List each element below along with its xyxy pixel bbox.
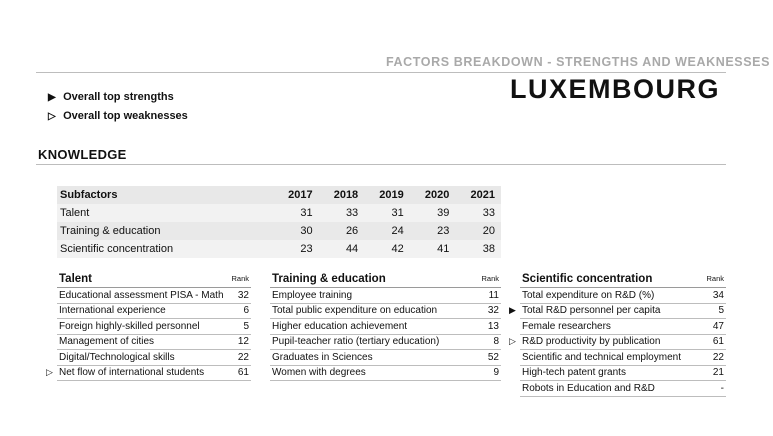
criterion-name: Educational assessment PISA - Math (57, 288, 229, 304)
section-title: KNOWLEDGE (38, 147, 127, 162)
criterion-rank: 5 (702, 303, 726, 319)
training-header-row (270, 270, 501, 288)
criterion-name: Management of cities (57, 334, 229, 350)
subfactor-value: 30 (273, 222, 319, 240)
training-title: Training & education (270, 270, 475, 288)
legend-weaknesses (48, 110, 188, 122)
criterion-name: Total public expenditure on education (270, 303, 475, 319)
banner-divider (36, 72, 726, 73)
scientific-header-row (520, 270, 726, 288)
subfactor-value: 41 (410, 240, 456, 258)
subfactor-value: 44 (319, 240, 365, 258)
weakness-marker-icon: ▷ (48, 111, 56, 122)
table-row (57, 240, 501, 258)
scientific-title: Scientific concentration (520, 270, 702, 288)
criterion-name: Foreign highly-skilled personnel (57, 319, 229, 335)
criterion-rank: 61 (229, 365, 251, 381)
table-row (57, 303, 251, 319)
legend-strengths (48, 91, 174, 103)
talent-header-row (57, 270, 251, 288)
subfactor-value: 23 (410, 222, 456, 240)
criterion-rank: 34 (702, 288, 726, 304)
subfactor-value: 26 (319, 222, 365, 240)
year-header: 2017 (273, 186, 319, 204)
criterion-rank: 8 (475, 334, 501, 350)
weakness-marker-icon: ▷ (509, 336, 516, 346)
talent-title: Talent (57, 270, 229, 288)
subfactor-value: 33 (319, 204, 365, 222)
table-row (57, 288, 251, 304)
scientific-table (520, 270, 726, 397)
table-row (57, 319, 251, 335)
criterion-name: Higher education achievement (270, 319, 475, 335)
weakness-marker-icon: ▷ (46, 367, 53, 377)
rank-header: Rank (702, 270, 726, 288)
rank-header: Rank (229, 270, 251, 288)
section-divider (36, 164, 726, 165)
table-row (270, 350, 501, 366)
subfactor-value: 23 (273, 240, 319, 258)
criterion-name: Net flow of international students (57, 365, 229, 381)
table-row (270, 288, 501, 304)
criterion-rank: 22 (702, 350, 726, 366)
criterion-name: Pupil-teacher ratio (tertiary education) (270, 334, 475, 350)
subfactor-value: 38 (455, 240, 501, 258)
table-row (57, 334, 251, 350)
subfactor-value: 33 (455, 204, 501, 222)
criterion-rank: 6 (229, 303, 251, 319)
table-row (520, 319, 726, 335)
strength-marker-icon: ▶ (509, 305, 516, 315)
criterion-name: Graduates in Sciences (270, 350, 475, 366)
criterion-name: Robots in Education and R&D (520, 381, 702, 397)
criterion-name: Scientific and technical employment (520, 350, 702, 366)
subfactor-name: Scientific concentration (57, 240, 273, 258)
table-row (270, 319, 501, 335)
criterion-name: Female researchers (520, 319, 702, 335)
criterion-name: Employee training (270, 288, 475, 304)
criterion-rank: 11 (475, 288, 501, 304)
subfactor-name: Talent (57, 204, 273, 222)
table-row (520, 350, 726, 366)
criterion-name: Total expenditure on R&D (%) (520, 288, 702, 304)
subfactor-value: 31 (364, 204, 410, 222)
criterion-rank: 13 (475, 319, 501, 335)
legend-weaknesses-label: Overall top weaknesses (63, 110, 188, 122)
criterion-rank: 52 (475, 350, 501, 366)
criterion-name: High-tech patent grants (520, 365, 702, 381)
criterion-rank: 61 (702, 334, 726, 350)
subfactors-header: Subfactors (57, 186, 273, 204)
legend-strengths-label: Overall top strengths (63, 91, 174, 103)
year-header: 2020 (410, 186, 456, 204)
subfactor-value: 39 (410, 204, 456, 222)
criterion-rank: 21 (702, 365, 726, 381)
table-row (520, 365, 726, 381)
criterion-rank: 12 (229, 334, 251, 350)
criterion-name: R&D productivity by publication (520, 334, 702, 350)
table-row (270, 334, 501, 350)
criterion-rank: 32 (229, 288, 251, 304)
subfactor-name: Training & education (57, 222, 273, 240)
table-row (520, 288, 726, 304)
table-row (520, 381, 726, 397)
table-row (270, 303, 501, 319)
year-header: 2021 (455, 186, 501, 204)
talent-table (57, 270, 251, 381)
banner-title: FACTORS BREAKDOWN - STRENGTHS AND WEAKNESSES (386, 55, 771, 69)
table-row (520, 334, 726, 350)
rank-header: Rank (475, 270, 501, 288)
subfactor-value: 20 (455, 222, 501, 240)
criterion-name: Digital/Technological skills (57, 350, 229, 366)
table-row (57, 204, 501, 222)
criterion-rank: 22 (229, 350, 251, 366)
criterion-name: International experience (57, 303, 229, 319)
criterion-rank: - (702, 381, 726, 397)
subfactors-header-row (57, 186, 501, 204)
strength-marker-icon: ▶ (48, 92, 56, 103)
subfactor-value: 42 (364, 240, 410, 258)
criterion-name: Women with degrees (270, 365, 475, 381)
table-row (270, 365, 501, 381)
subfactors-table (57, 186, 501, 258)
table-row (57, 350, 251, 366)
criterion-name: Total R&D personnel per capita (520, 303, 702, 319)
criterion-rank: 9 (475, 365, 501, 381)
year-header: 2018 (319, 186, 365, 204)
criterion-rank: 47 (702, 319, 726, 335)
table-row (57, 222, 501, 240)
criterion-rank: 5 (229, 319, 251, 335)
subfactor-value: 24 (364, 222, 410, 240)
country-title: LUXEMBOURG (510, 74, 720, 104)
year-header: 2019 (364, 186, 410, 204)
subfactor-value: 31 (273, 204, 319, 222)
criterion-rank: 32 (475, 303, 501, 319)
training-table (270, 270, 501, 381)
table-row (57, 365, 251, 381)
table-row (520, 303, 726, 319)
